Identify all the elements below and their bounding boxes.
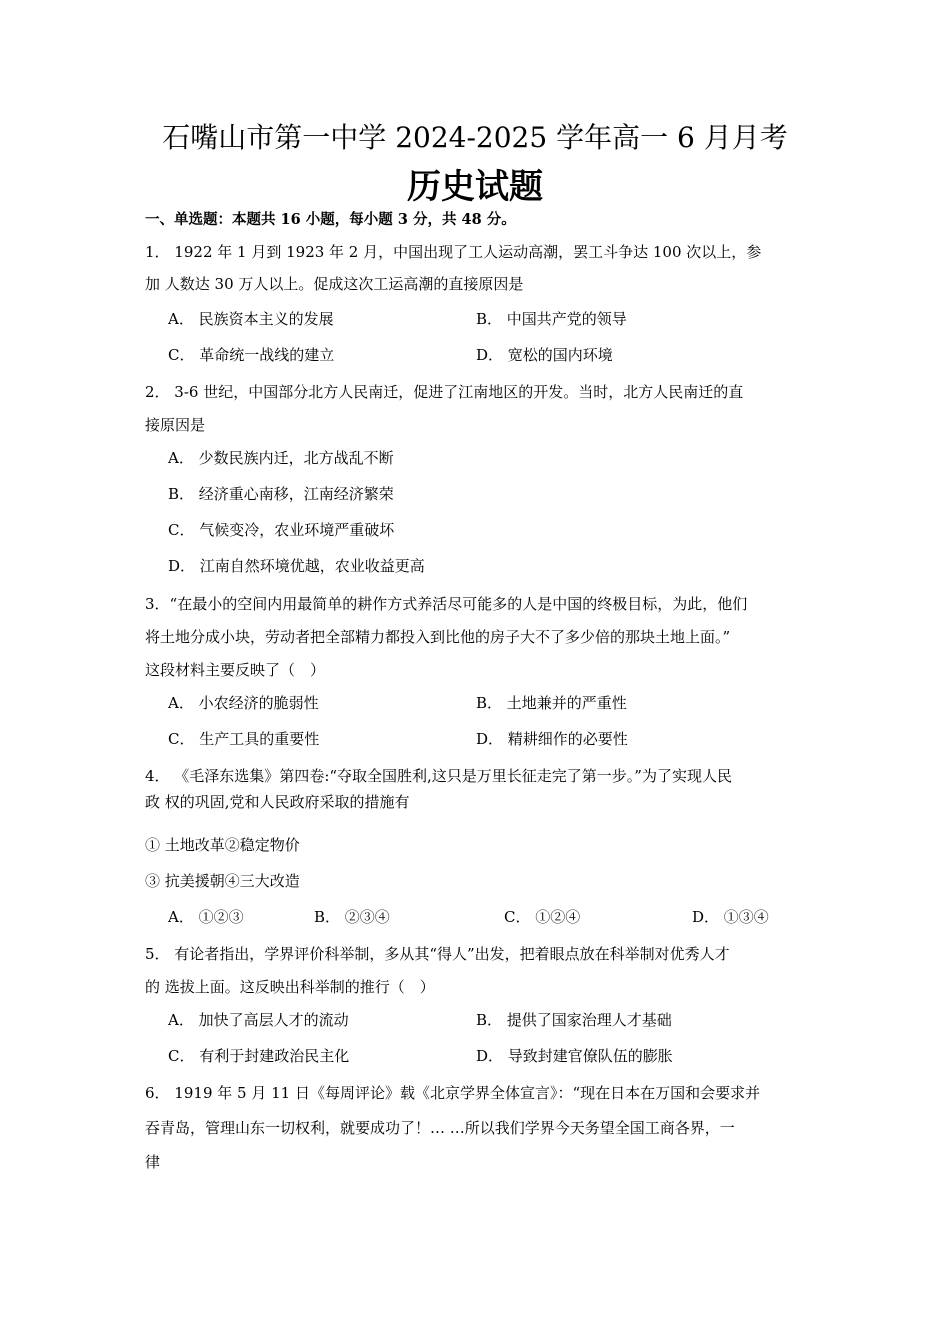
- option-c: C． 生产工具的重要性: [168, 730, 320, 748]
- statement-item: ① 土地改革②稳定物价: [145, 836, 300, 854]
- option-d: D． 宽松的国内环境: [476, 346, 613, 364]
- exam-title-subject: 历史试题: [407, 167, 543, 207]
- option-a: A． ①②③: [168, 908, 244, 926]
- option-c: C． ①②④: [504, 908, 581, 926]
- question-text: 4． 《毛泽东选集》第四卷:“夺取全国胜利,这只是万里长征走完了第一步。”为了实现人民: [145, 767, 732, 785]
- question-text: 接原因是: [145, 416, 206, 434]
- question-text: 的 选拔上面。这反映出科举制的推行（ ）: [145, 978, 435, 996]
- option-d: D． 导致封建官僚队伍的膨胀: [476, 1047, 673, 1065]
- option-a: A． 少数民族内迁，北方战乱不断: [168, 449, 394, 467]
- question-text: 吞青岛，管理山东一切权利，就要成功了！… …所以我们学界今天务望全国工商各界，一: [145, 1119, 735, 1137]
- option-d: D． 江南自然环境优越，农业收益更高: [168, 557, 425, 575]
- option-a: A． 小农经济的脆弱性: [168, 694, 319, 712]
- question-text: 6． 1919 年 5 月 11 日《每周评论》载《北京学界全体宣言》：“现在日本在万国和会要求并: [145, 1084, 761, 1102]
- option-a: A． 加快了高层人才的流动: [168, 1011, 349, 1029]
- option-b: B． 土地兼并的严重性: [476, 694, 627, 712]
- question-text: 2． 3-6 世纪，中国部分北方人民南迁，促进了江南地区的开发。当时，北方人民南迁的直: [145, 383, 744, 401]
- question-text: 3．“在最小的空间内用最简单的耕作方式养活尽可能多的人是中国的终极目标，为此，他们: [145, 595, 748, 613]
- option-c: C． 有利于封建政治民主化: [168, 1047, 350, 1065]
- option-a: A． 民族资本主义的发展: [168, 310, 334, 328]
- option-c: C． 革命统一战线的建立: [168, 346, 335, 364]
- question-text: 律: [145, 1153, 161, 1171]
- question-text: 政 权的巩固,党和人民政府采取的措施有: [145, 793, 410, 811]
- option-d: D． ①③④: [692, 908, 769, 926]
- exam-title-school: 石嘴山市第一中学 2024-2025 学年高一 6 月月考: [162, 121, 788, 154]
- question-text: 1． 1922 年 1 月到 1923 年 2 月，中国出现了工人运动高潮，罢工斗争达 100 次以上，参: [145, 243, 762, 261]
- question-text: 将土地分成小块，劳动者把全部精力都投入到比他的房子大不了多少倍的那块土地上面。”: [145, 628, 731, 646]
- option-d: D． 精耕细作的必要性: [476, 730, 628, 748]
- statement-item: ③ 抗美援朝④三大改造: [145, 872, 300, 890]
- question-text: 5． 有论者指出，学界评价科举制，多从其“得人”出发，把着眼点放在科举制对优秀人才: [145, 945, 730, 963]
- option-b: B． ②③④: [314, 908, 390, 926]
- option-b: B． 中国共产党的领导: [476, 310, 627, 328]
- option-b: B． 经济重心南移，江南经济繁荣: [168, 485, 394, 503]
- question-text: 加 人数达 30 万人以上。促成这次工运高潮的直接原因是: [145, 275, 524, 293]
- question-text: 这段材料主要反映了（ ）: [145, 661, 326, 679]
- section-heading: 一、单选题：本题共 16 小题，每小题 3 分，共 48 分。: [145, 211, 516, 228]
- option-c: C． 气候变冷，农业环境严重破坏: [168, 521, 395, 539]
- option-b: B． 提供了国家治理人才基础: [476, 1011, 672, 1029]
